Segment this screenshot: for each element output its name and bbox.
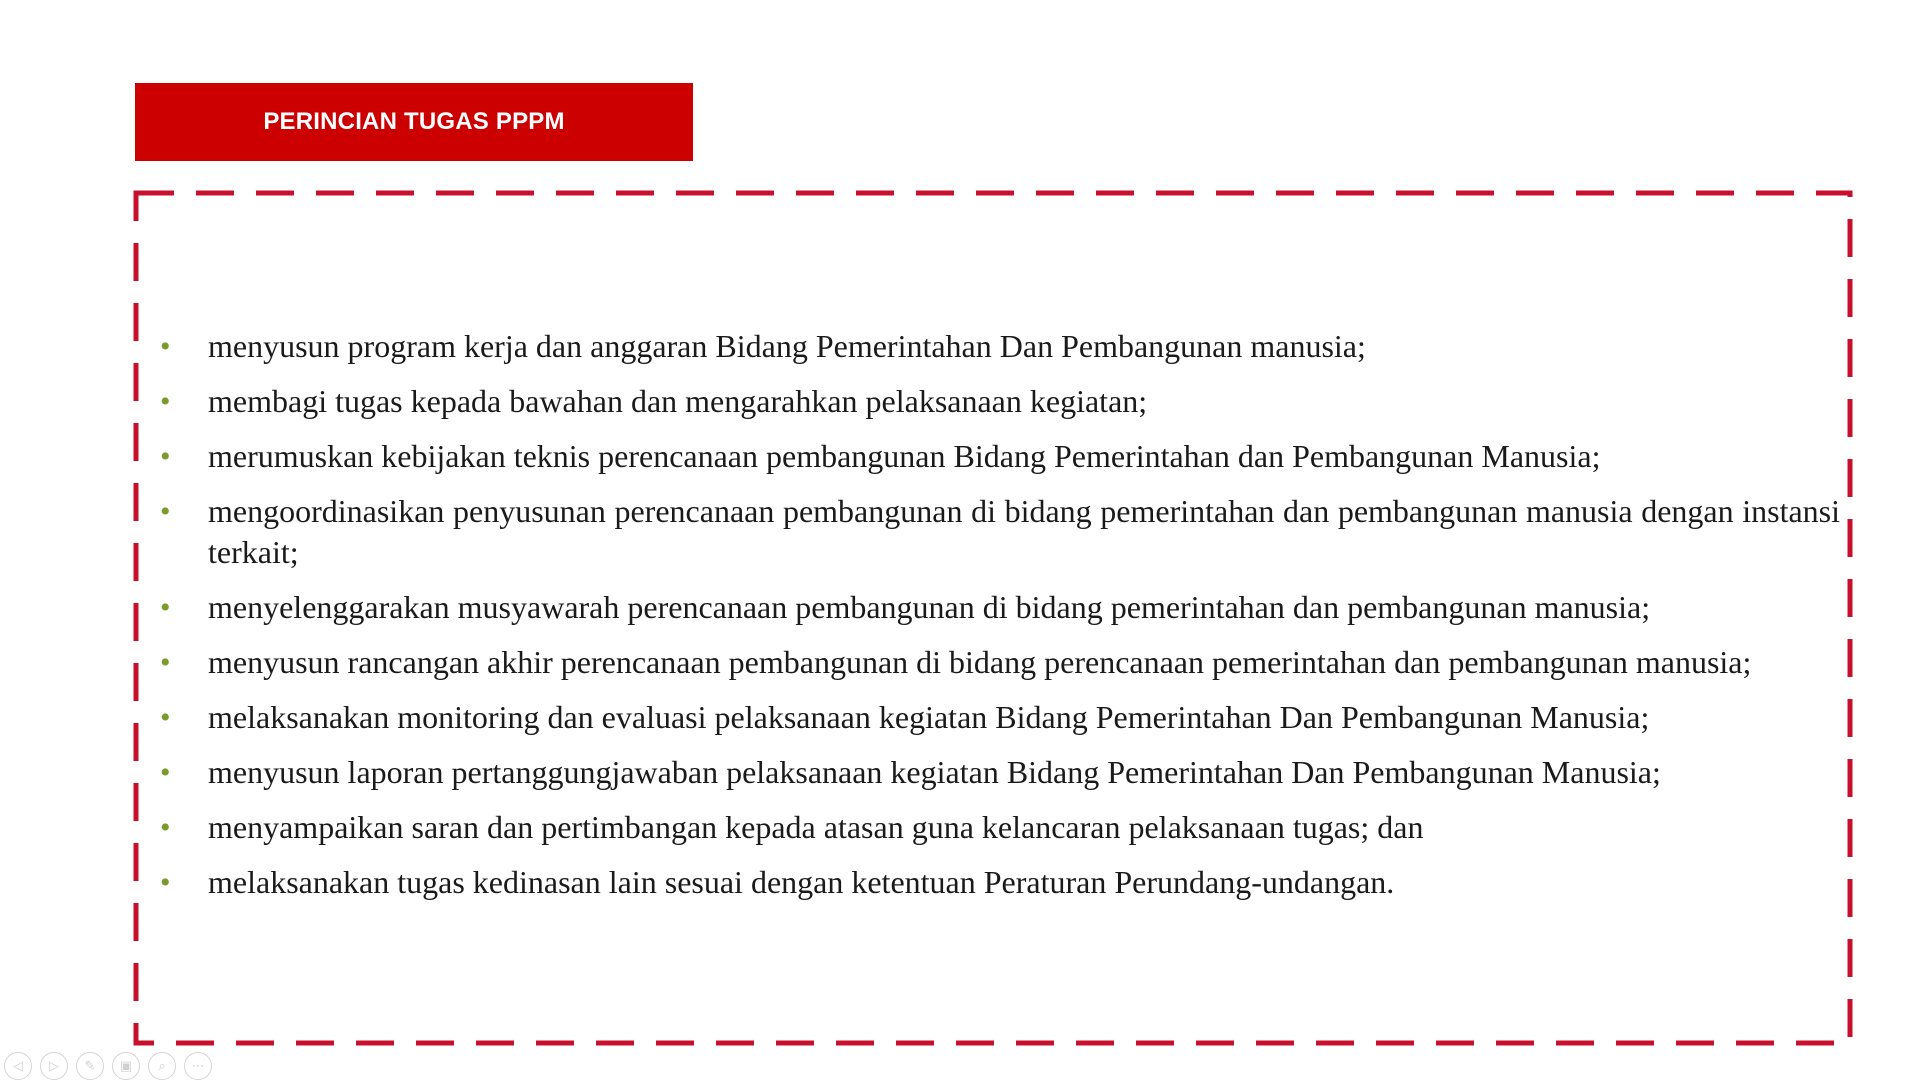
task-item (160, 697, 1840, 738)
task-item (160, 381, 1840, 422)
task-item (160, 642, 1840, 683)
more-options-icon[interactable]: ⋯ (184, 1052, 212, 1080)
bullet-icon: • (160, 330, 171, 363)
bullet-icon: • (160, 701, 171, 734)
task-item (160, 752, 1840, 793)
bullet-icon: • (160, 646, 171, 679)
next-slide-icon[interactable]: ▷ (40, 1052, 68, 1080)
task-item (160, 807, 1840, 848)
task-text: merumuskan kebijakan teknis perencanaan pembangunan Bidang Pemerintahan dan Pembangunan Manusia; (208, 438, 1601, 474)
task-text: menyelenggarakan musyawarah perencanaan pembangunan di bidang pemerintahan dan pembangunan manusia; (208, 589, 1651, 625)
task-item (160, 491, 1840, 573)
slideshow-controls (4, 1052, 212, 1080)
task-text: menyusun laporan pertanggungjawaban pelaksanaan kegiatan Bidang Pemerintahan Dan Pembangunan Manusia; (208, 754, 1661, 790)
bullet-icon: • (160, 811, 171, 844)
task-text: mengoordinasikan penyusunan perencanaan pembangunan di bidang pemerintahan dan pembangunan manusia dengan instansi terkait; (208, 493, 1840, 570)
slides-grid-icon[interactable]: ▣ (112, 1052, 140, 1080)
zoom-icon[interactable]: ⌕ (148, 1052, 176, 1080)
previous-slide-icon[interactable]: ◁ (4, 1052, 32, 1080)
slide-title: PERINCIAN TUGAS PPPM (263, 108, 565, 135)
task-item (160, 436, 1840, 477)
task-text: membagi tugas kepada bawahan dan mengarahkan pelaksanaan kegiatan; (208, 383, 1148, 419)
task-item (160, 862, 1840, 903)
task-text: menyampaikan saran dan pertimbangan kepada atasan guna kelancaran pelaksanaan tugas; dan (208, 809, 1424, 845)
task-text: menyusun rancangan akhir perencanaan pembangunan di bidang perencanaan pemerintahan dan pembangunan manusia; (208, 644, 1752, 680)
bullet-icon: • (160, 495, 171, 528)
bullet-icon: • (160, 756, 171, 789)
task-text: melaksanakan tugas kedinasan lain sesuai dengan ketentuan Peraturan Perundang-undangan. (208, 864, 1395, 900)
title-banner (135, 83, 693, 161)
task-list (160, 326, 1840, 917)
task-text: melaksanakan monitoring dan evaluasi pelaksanaan kegiatan Bidang Pemerintahan Dan Pembangunan Manusia; (208, 699, 1650, 735)
bullet-icon: • (160, 591, 171, 624)
pen-icon[interactable]: ✎ (76, 1052, 104, 1080)
bullet-icon: • (160, 385, 171, 418)
bullet-icon: • (160, 440, 171, 473)
task-item (160, 587, 1840, 628)
bullet-icon: • (160, 866, 171, 899)
task-item (160, 326, 1840, 367)
task-text: menyusun program kerja dan anggaran Bidang Pemerintahan Dan Pembangunan manusia; (208, 328, 1366, 364)
